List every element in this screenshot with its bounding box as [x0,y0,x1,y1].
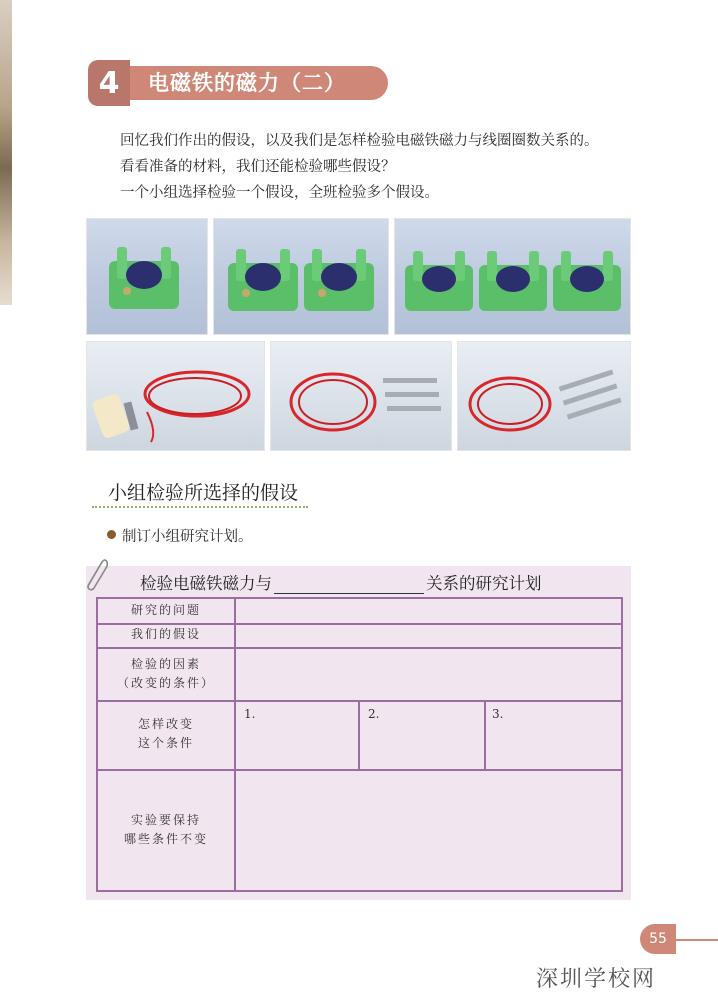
row-label-change-line2: 这个条件 [137,736,194,750]
row-label-change-line1: 怎样改变 [137,717,194,731]
green-coil-icon [109,247,179,309]
paperclip-icon [80,556,110,592]
page-number-rule [676,939,718,941]
photo-one-coil [86,218,208,335]
photo-wire-and-bolts [457,341,631,451]
plan-table [96,597,623,892]
row-label-change [98,715,234,753]
row-label-question: 研究的问题 [130,603,201,617]
intro-line-2: 看看准备的材料，我们还能检验哪些假设？ [120,159,396,175]
section-title: 小组检验所选择的假设 [108,482,299,504]
row-label-factor-line1: 检验的因素 [130,657,201,671]
plan-title-suffix: 关系的研究计划 [426,574,542,593]
row-label-keep [98,811,234,849]
row-label-hypothesis: 我们的假设 [130,627,201,641]
change-item-3: 3. [492,707,504,721]
watermark: 深圳学校网 [536,967,657,992]
change-item-2: 2. [368,707,380,721]
bullet-text: 制订小组研究计划。 [122,529,253,545]
photo-wire-and-nails [270,341,452,451]
row-label-keep-line1: 实验要保持 [130,813,201,827]
row-divider [98,769,621,771]
page-number: 55 [640,924,676,954]
bullet-icon [107,530,116,539]
column-divider [234,599,236,892]
photo-two-coils [213,218,389,335]
photo-three-coils [394,218,631,335]
change-item-1: 1. [244,707,256,721]
row-label-factor-line2: （改变的条件） [116,676,215,690]
row-label-keep-line2: 哪些条件不变 [123,832,208,846]
section-divider [92,506,308,508]
plan-title-blank[interactable] [274,577,424,594]
photo-wire-and-tube [86,341,265,451]
column-divider [358,700,360,769]
lesson-title: 电磁铁的磁力（二） [130,66,388,100]
intro-line-3: 一个小组选择检验一个假设，全班检验多个假设。 [120,185,439,201]
row-label-factor [98,655,234,693]
side-photo-strip [0,0,12,305]
lesson-number-badge: 4 [88,60,130,106]
row-divider [98,647,621,649]
plan-title-prefix: 检验电磁铁磁力与 [140,574,272,593]
column-divider [484,700,486,769]
intro-line-1: 回忆我们作出的假设，以及我们是怎样检验电磁铁磁力与线圈圈数关系的。 [120,133,599,149]
plan-title [140,570,542,594]
